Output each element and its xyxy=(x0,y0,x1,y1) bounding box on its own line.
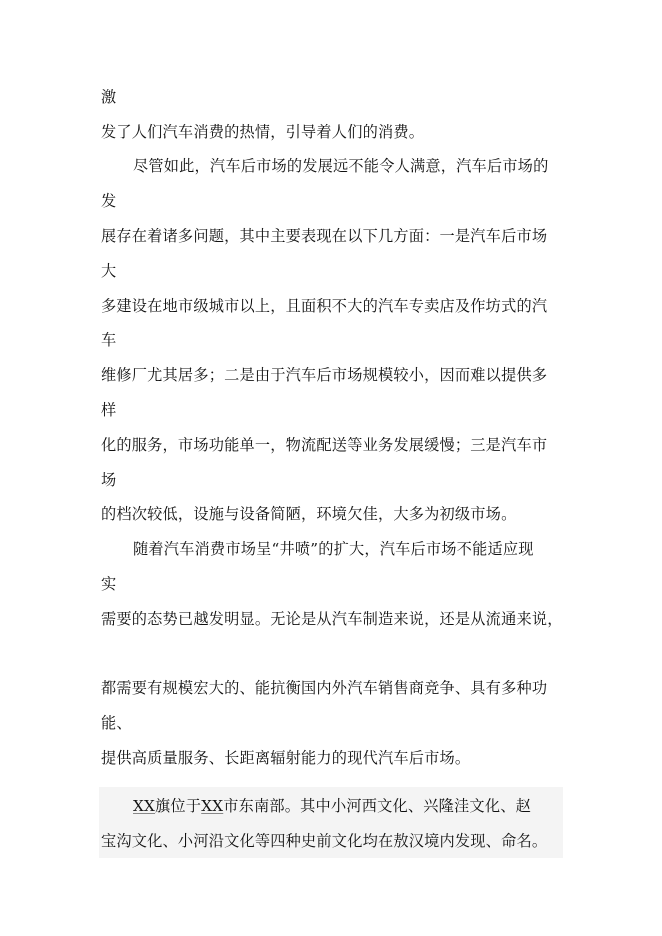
placeholder-code: XX xyxy=(201,797,224,815)
text-line: 的档次较低，设施与设备简陋，环境欠佳，大多为初级市场。 xyxy=(101,505,517,523)
text-line: 场 xyxy=(101,471,117,489)
text-line: 都需要有规模宏大的、能抗衡国内外汽车销售商竞争、具有多种功 xyxy=(101,679,548,697)
text-line: 样 xyxy=(101,401,117,419)
placeholder-code: XX xyxy=(133,797,156,815)
text-line: 维修厂尤其居多；二是由于汽车后市场规模较小，因而难以提供多 xyxy=(101,366,548,384)
text-line: 激 xyxy=(101,88,117,106)
text-line: 需要的态势已越发明显。无论是从汽车制造来说，还是从流通来说， xyxy=(101,610,563,628)
text-line: 车 xyxy=(101,331,117,349)
text-line: 展存在着诸多问题，其中主要表现在以下几方面：一是汽车后市场 xyxy=(101,227,548,245)
text-line: 提供高质量服务、长距离辐射能力的现代汽车后市场。 xyxy=(101,749,471,767)
text-line: 多建设在地市级城市以上，且面积不大的汽车专卖店及作坊式的汽 xyxy=(101,297,548,315)
text-span: 市东南部。其中小河西文化、兴隆洼文化、赵 xyxy=(223,797,531,815)
highlighted-line: 宝沟文化、小河沿文化等四种史前文化均在敖汉境内发现、命名。 xyxy=(101,832,548,850)
text-line: 随着汽车消费市场呈“井喷”的扩大，汽车后市场不能适应现 xyxy=(133,540,534,558)
text-line: 实 xyxy=(101,575,117,593)
text-line: 化的服务，市场功能单一，物流配送等业务发展缓慢；三是汽车市 xyxy=(101,436,548,454)
text-line: 大 xyxy=(101,262,117,280)
text-line: 发了人们汽车消费的热情，引导着人们的消费。 xyxy=(101,123,425,141)
text-line: 能、 xyxy=(101,714,132,732)
text-span: 旗位于 xyxy=(155,797,202,815)
highlighted-line xyxy=(133,796,531,816)
text-line: 发 xyxy=(101,192,117,210)
text-line: 尽管如此，汽车后市场的发展远不能令人满意，汽车后市场的 xyxy=(133,157,549,175)
